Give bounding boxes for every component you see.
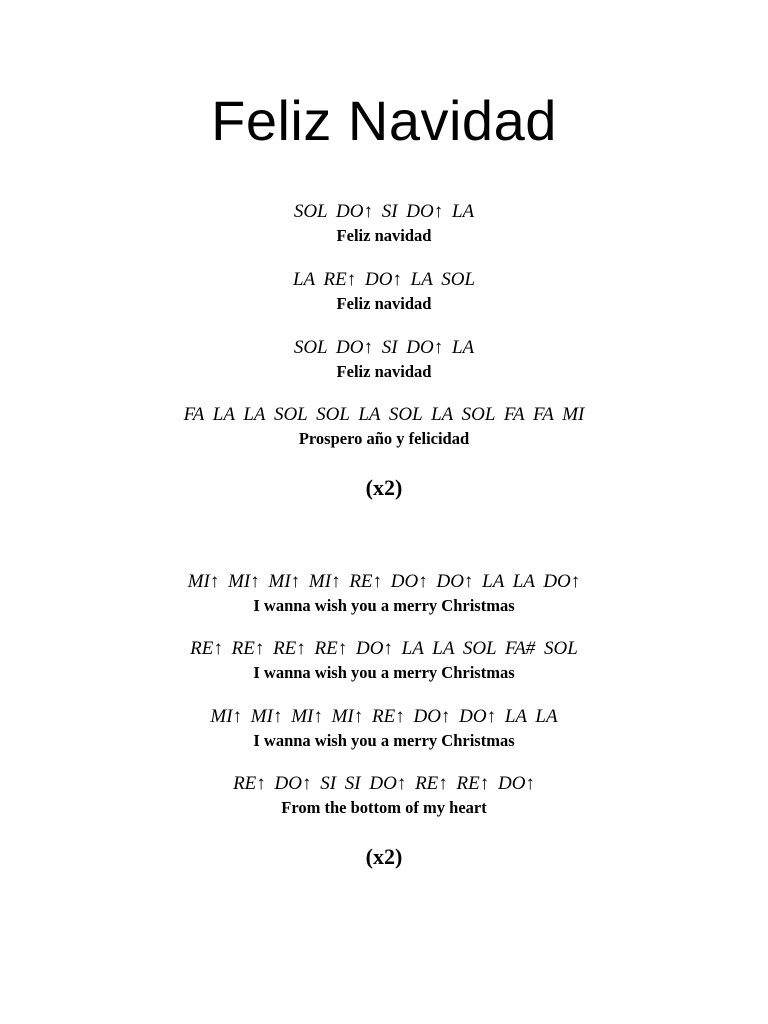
lyric-line: I wanna wish you a merry Christmas [253,731,515,750]
lyric-line: Prospero año y felicidad [298,429,470,448]
lyric-line: I wanna wish you a merry Christmas [253,596,515,615]
note-sequence: FA LA LA SOL SOL LA SOL LA SOL FA FA MI [183,404,585,425]
repeat-marker-1: (x2) [365,475,403,500]
note-sequence: MI↑ MI↑ MI↑ MI↑ RE↑ DO↑ DO↑ LA LA [210,706,558,727]
repeat-marker-2: (x2) [365,844,403,869]
verse2-line-1 [0,571,768,616]
verse1-line-2 [0,269,768,314]
note-sequence: SOL DO↑ SI DO↑ LA [293,337,475,358]
page-title: Feliz Navidad [211,89,557,152]
verse1-line-3 [0,337,768,382]
verse1-line-1 [0,201,768,246]
verse2-line-2 [0,638,768,683]
lyric-line: From the bottom of my heart [281,798,487,817]
verse1-line-4 [0,404,768,449]
verse2-line-3 [0,706,768,751]
lyric-line: Feliz navidad [336,362,432,381]
lyric-line: Feliz navidad [336,294,432,313]
note-sequence: LA RE↑ DO↑ LA SOL [292,269,476,290]
lyric-line: Feliz navidad [336,226,432,245]
note-sequence: SOL DO↑ SI DO↑ LA [293,201,475,222]
note-sequence: RE↑ RE↑ RE↑ RE↑ DO↑ LA LA SOL FA# SOL [190,638,578,659]
verse2-line-4 [0,773,768,818]
lyric-line: I wanna wish you a merry Christmas [253,663,515,682]
note-sequence: RE↑ DO↑ SI SI DO↑ RE↑ RE↑ DO↑ [233,773,535,794]
note-sequence: MI↑ MI↑ MI↑ MI↑ RE↑ DO↑ DO↑ LA LA DO↑ [187,571,581,592]
